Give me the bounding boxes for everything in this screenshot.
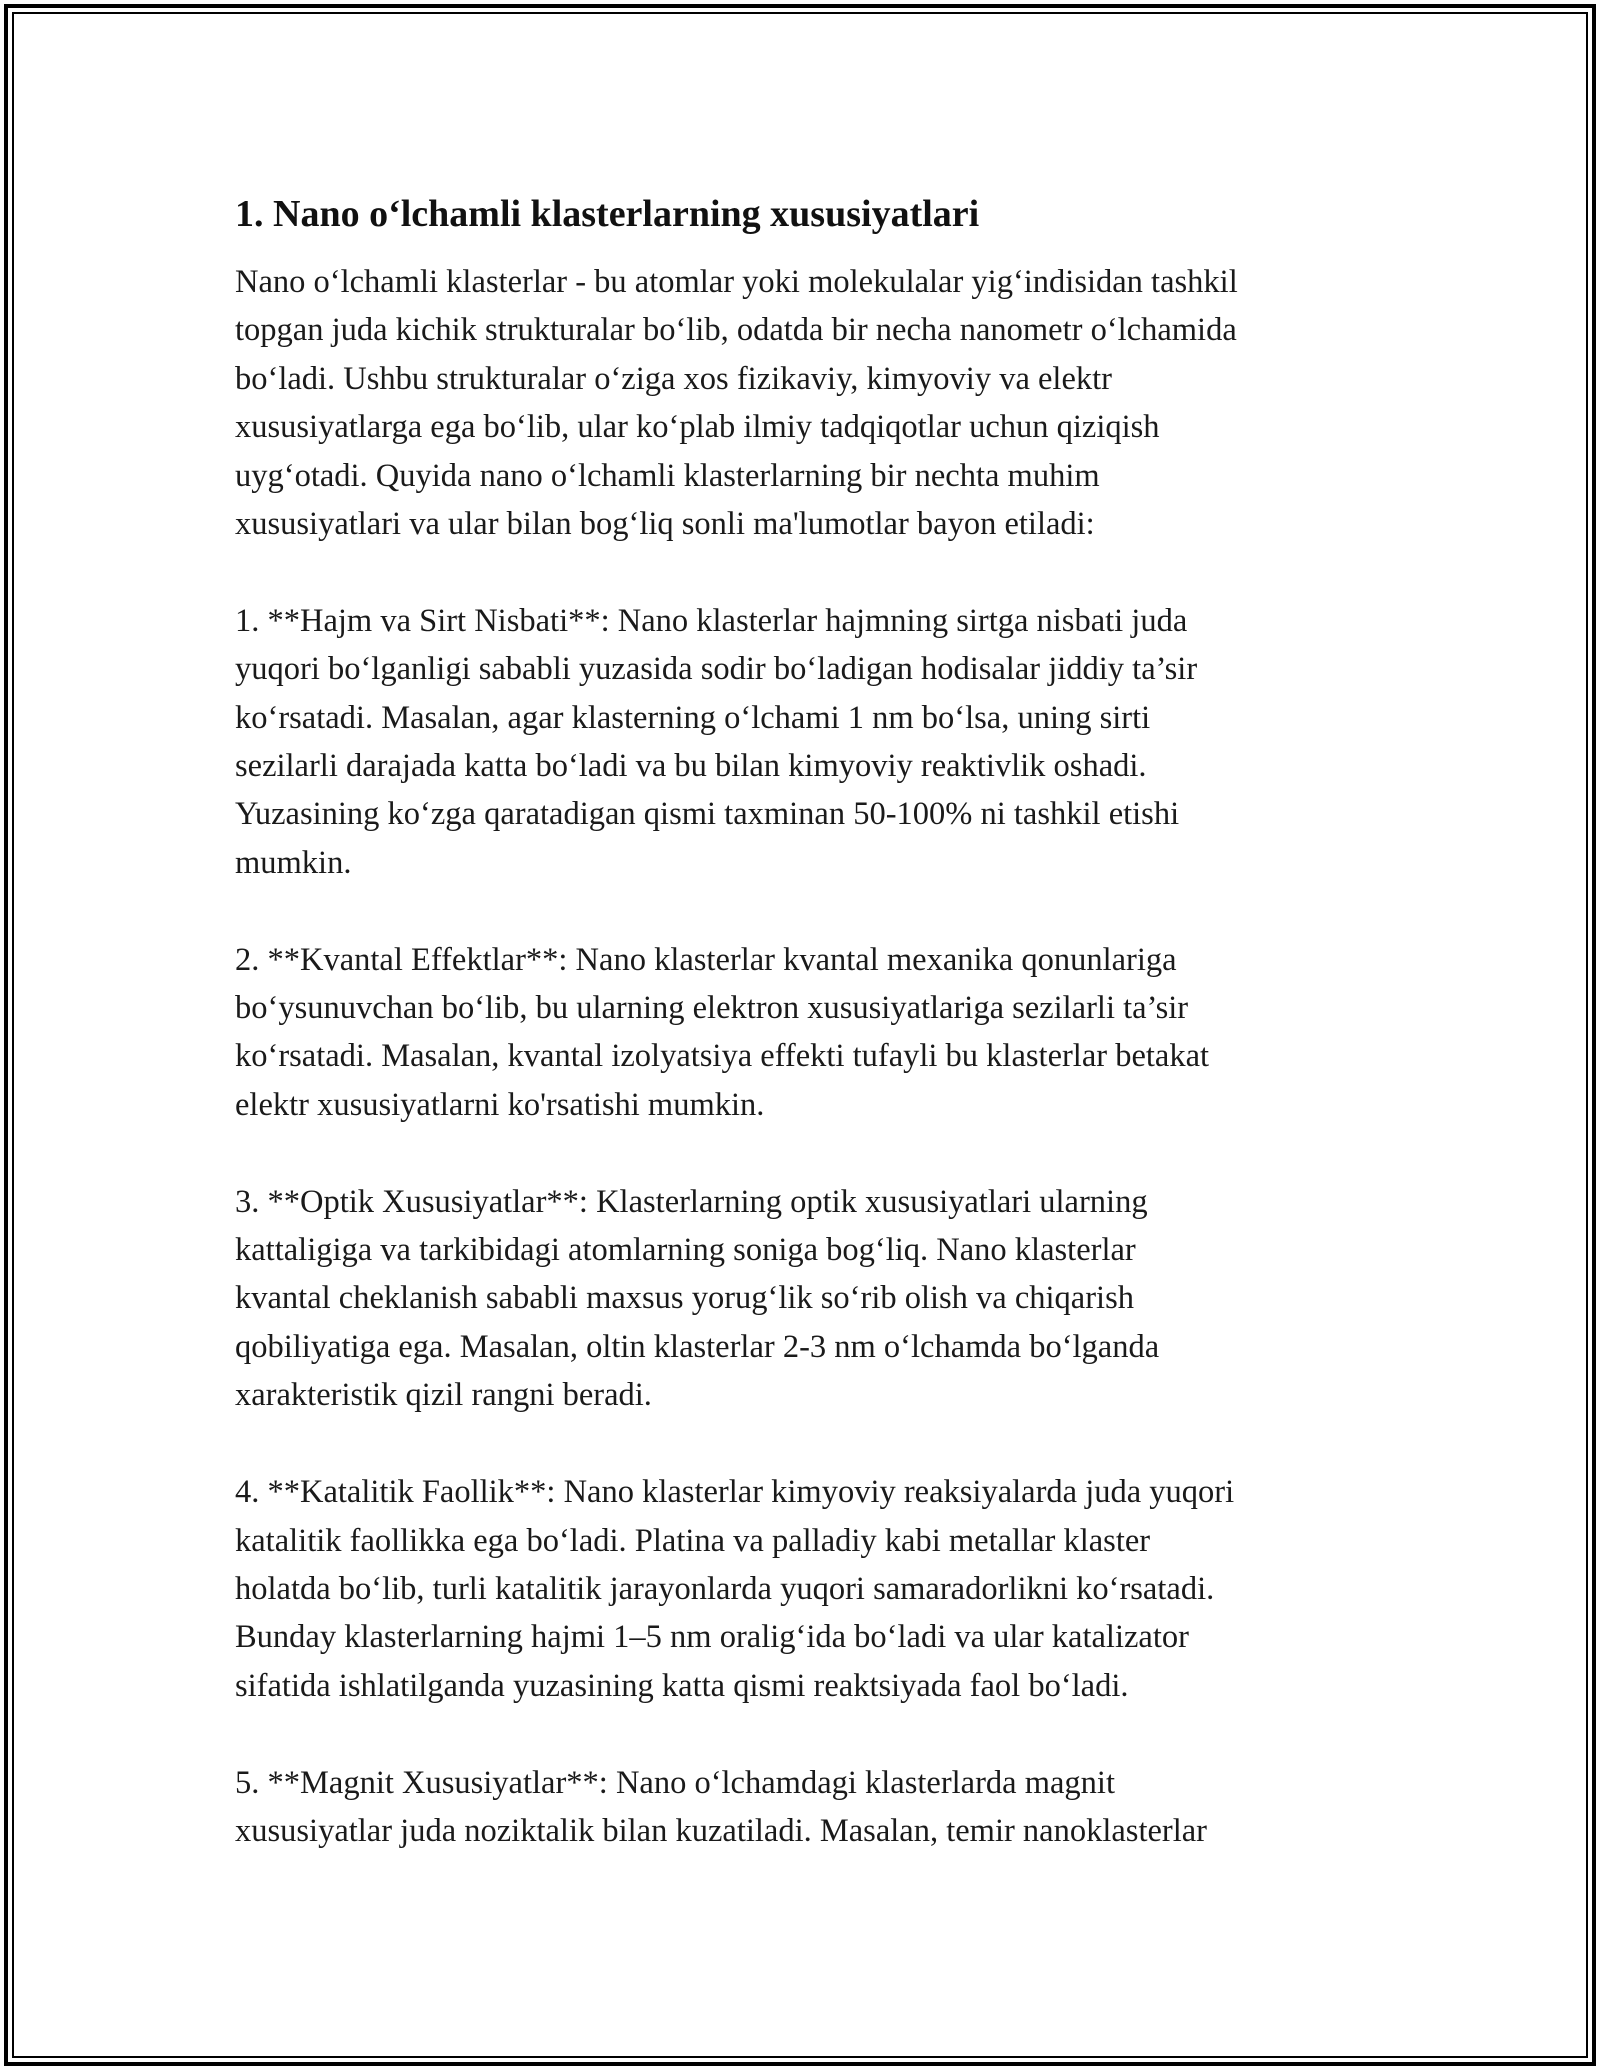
item-magnetic-properties: 5. **Magnit Xususiyatlar**: Nano o‘lchamdagi klasterlarda magnit xususiyatlar juda noziktalik bilan kuzatiladi. Masalan, temir nanoklasterlar — [235, 1764, 1208, 1849]
item-catalytic-activity: 4. **Katalitik Faollik**: Nano klasterlar kimyoviy reaksiyalarda juda yuqori katalitik faollikka ega bo‘ladi. Platina va palladiy kabi metallar klaster holatda bo‘lib, turli katalitik jarayonlarda yuqori samaradorlikni ko‘rsatadi. Bunday klasterlarning hajmi 1–5 nm oralig‘ida bo‘ladi va ular katalizator sifatida ishlatilganda yuzasining katta qismi reaktsiyada faol bo‘ladi. — [235, 1474, 1235, 1704]
item-volume-surface-ratio: 1. **Hajm va Sirt Nisbati**: Nano klasterlar hajmning sirtga nisbati juda yuqori bo‘lganligi sababli yuzasida sodir bo‘ladigan hodisalar jiddiy ta’sir ko‘rsatadi. Masalan, agar klasterning o‘lchami 1 nm bo‘lsa, uning sirti sezilarli darajada katta bo‘ladi va bu bilan kimyoviy reaktivlik oshadi. Yuzasining ko‘zga qaratadigan qismi taxminan 50-100% ni tashkil etishi mumkin. — [235, 602, 1198, 881]
item-optical-properties: 3. **Optik Xususiyatlar**: Klasterlarning optik xususiyatlari ularning kattaligiga va tarkibidagi atomlarning soniga bog‘liq. Nano klasterlar kvantal cheklanish sababli maxsus yorug‘lik so‘rib olish va chiqarish qobiliyatiga ega. Masalan, oltin klasterlar 2-3 nm o‘lchamda bo‘lganda xarakteristik qizil rangni beradi. — [235, 1183, 1160, 1414]
intro-paragraph: Nano o‘lchamli klasterlar - bu atomlar yoki molekulalar yig‘indisidan tashkil topgan juda kichik strukturalar bo‘lib, odatda bir necha nanometr o‘lchamida bo‘ladi. Ushbu strukturalar o‘ziga xos fizikaviy, kimyoviy va elektr xususiyatlarga ega bo‘lib, ular ko‘plab ilmiy tadqiqotlar uchun qiziqish uyg‘otadi. Quyida nano o‘lchamli klasterlarning bir nechta muhim xususiyatlari va ular bilan bog‘liq sonli ma'lumotlar bayon etiladi: — [235, 264, 1238, 543]
section-heading: 1. Nano o‘lchamli klasterlarning xususiyatlari — [235, 193, 980, 235]
item-quantum-effects: 2. **Kvantal Effektlar**: Nano klasterlar kvantal mexanika qonunlariga bo‘ysunuvchan bo‘lib, bu ularning elektron xususiyatlariga sezilarli ta’sir ko‘rsatadi. Masalan, kvantal izolyatsiya effekti tufayli bu klasterlar betakat elektr xususiyatlarni ko'rsatishi mumkin. — [235, 941, 1210, 1123]
document-body — [235, 186, 1375, 1855]
